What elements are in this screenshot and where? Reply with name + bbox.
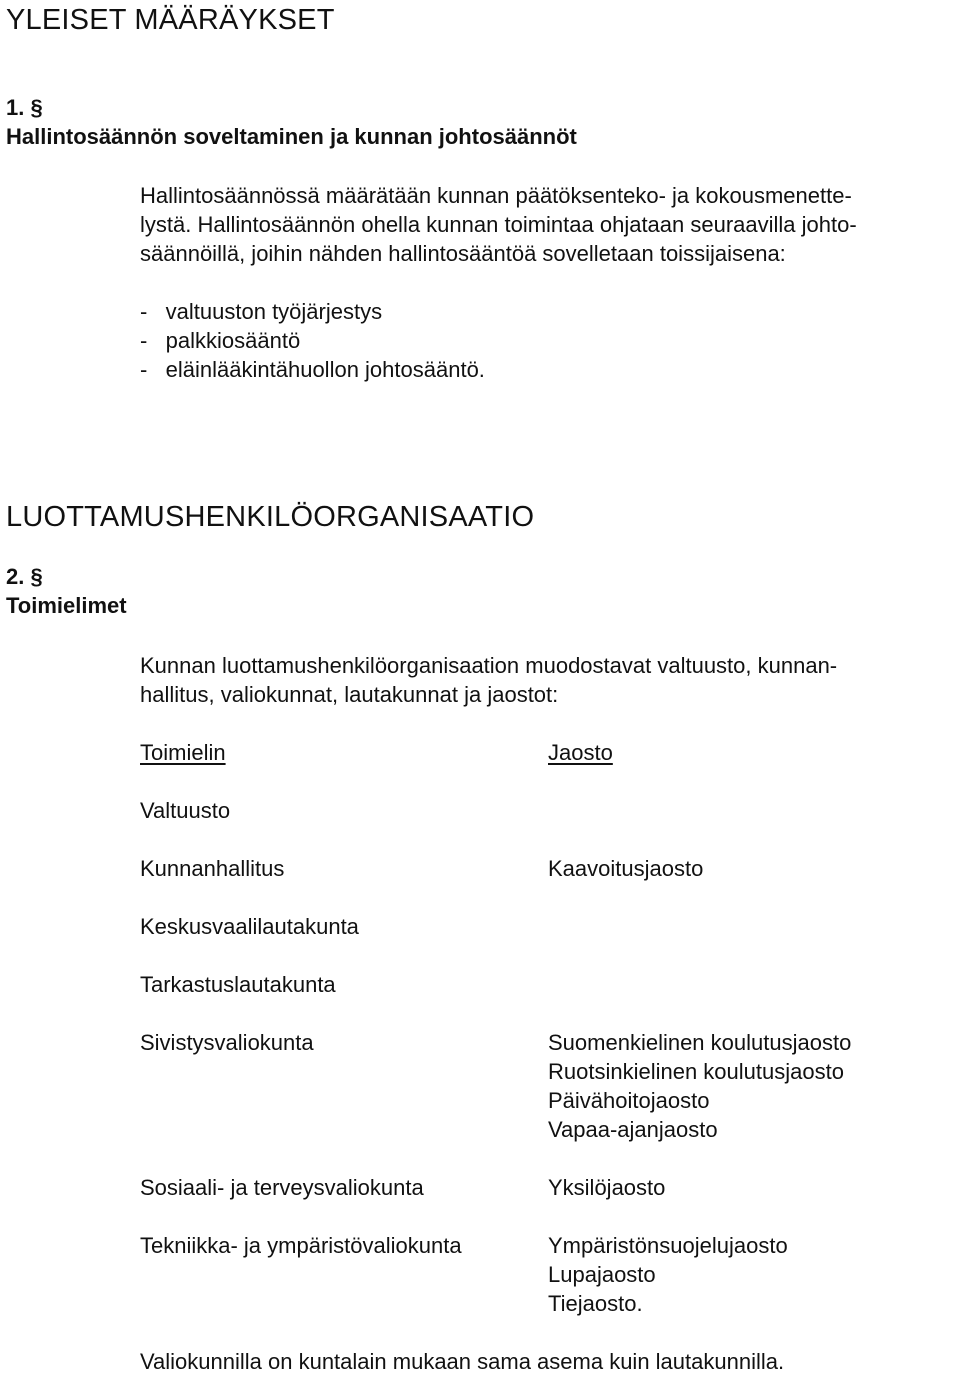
table-header-toimielin: Toimielin [140, 740, 226, 765]
paragraph-line: Hallintosäännössä määrätään kunnan päätöksenteko- ja kokousmenette- [140, 183, 852, 208]
section-number-2: 2. § [6, 564, 43, 589]
table-row-label: Sivistysvaliokunta [140, 1030, 314, 1055]
section-title-2: Toimielimet [6, 593, 127, 618]
table-row-sub: Ympäristönsuojelujaosto [548, 1233, 788, 1258]
section-number-1: 1. § [6, 95, 43, 120]
table-row-label: Tarkastuslautakunta [140, 972, 336, 997]
table-row-sub: Lupajaosto [548, 1262, 656, 1287]
list-item: - valtuuston työjärjestys [140, 299, 383, 324]
paragraph-line: säännöillä, joihin nähden hallintosääntöä sovelletaan toissijaisena: [140, 241, 786, 266]
closing-sentence: Valiokunnilla on kuntalain mukaan sama asema kuin lautakunnilla. [140, 1349, 785, 1374]
list-item: - palkkiosääntö [140, 328, 301, 353]
paragraph-line: Kunnan luottamushenkilöorganisaation muodostavat valtuusto, kunnan- [140, 653, 838, 678]
section-title-1: Hallintosäännön soveltaminen ja kunnan johtosäännöt [6, 124, 577, 149]
section-heading-general: YLEISET MÄÄRÄYKSET [6, 4, 335, 36]
table-row-sub: Kaavoitusjaosto [548, 856, 704, 881]
table-header-jaosto: Jaosto [548, 740, 613, 765]
table-row-sub: Suomenkielinen koulutusjaosto [548, 1030, 852, 1055]
list-item: - eläinlääkintähuollon johtosääntö. [140, 357, 485, 382]
paragraph-line: lystä. Hallintosäännön ohella kunnan toimintaa ohjataan seuraavilla johto- [140, 212, 857, 237]
table-row-label: Sosiaali- ja terveysvaliokunta [140, 1175, 424, 1200]
table-row-label: Valtuusto [140, 798, 231, 823]
table-row-sub: Päivähoitojaosto [548, 1088, 710, 1113]
table-row-sub: Ruotsinkielinen koulutusjaosto [548, 1059, 844, 1084]
table-row-label: Kunnanhallitus [140, 856, 285, 881]
table-row-sub: Vapaa-ajanjaosto [548, 1117, 718, 1142]
table-row-sub: Tiejaosto. [548, 1291, 643, 1316]
section-heading-organisation: LUOTTAMUSHENKILÖORGANISAATIO [6, 501, 535, 533]
table-row-label: Tekniikka- ja ympäristövaliokunta [140, 1233, 462, 1258]
table-row-sub: Yksilöjaosto [548, 1175, 666, 1200]
paragraph-line: hallitus, valiokunnat, lautakunnat ja jaostot: [140, 682, 559, 707]
table-row-label: Keskusvaalilautakunta [140, 914, 359, 939]
